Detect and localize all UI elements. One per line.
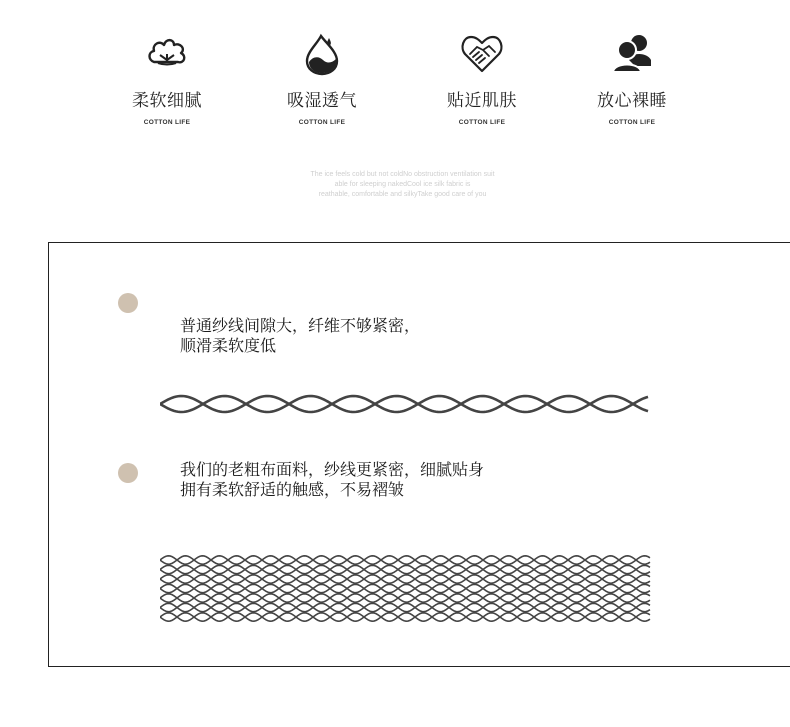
feature-soft <box>92 30 242 126</box>
handshake-heart-icon <box>459 30 505 76</box>
feature-subtitle: COTTON LIFE <box>458 119 506 126</box>
feature-sleep <box>557 30 707 126</box>
people-icon <box>609 30 655 76</box>
feature-title: 贴近肌肤 <box>447 91 517 111</box>
comparison-text-ours <box>180 460 484 500</box>
feature-title: 吸湿透气 <box>287 91 357 111</box>
feature-row <box>0 0 790 160</box>
description-line: able for sleeping nakedCool ice silk fabric is <box>334 181 471 188</box>
dense-weave-illustration <box>160 553 652 625</box>
description-text <box>270 170 535 200</box>
comparison-line: 我们的老粗布面料，纱线更紧密，细腻贴身 <box>180 460 485 479</box>
bullet-dot <box>118 293 138 313</box>
bullet-dot <box>118 463 138 483</box>
water-drop-icon <box>299 30 345 76</box>
loose-weave-illustration <box>160 390 650 418</box>
feature-breathable <box>247 30 397 126</box>
feature-subtitle: COTTON LIFE <box>608 119 656 126</box>
comparison-line: 顺滑柔软度低 <box>180 336 277 355</box>
description-line: The ice feels cold but not coldNo obstruction ventilation suit <box>310 171 495 178</box>
description-line: reathable, comfortable and silkyTake good care of you <box>318 191 487 198</box>
cotton-icon <box>144 30 190 76</box>
feature-skin <box>407 30 557 126</box>
feature-title: 放心裸睡 <box>597 91 667 111</box>
feature-title: 柔软细腻 <box>132 91 202 111</box>
comparison-text-ordinary <box>180 316 420 356</box>
comparison-line: 拥有柔软舒适的触感，不易褶皱 <box>180 480 405 499</box>
feature-subtitle: COTTON LIFE <box>298 119 346 126</box>
feature-subtitle: COTTON LIFE <box>143 119 191 126</box>
comparison-line: 普通纱线间隙大，纤维不够紧密， <box>180 316 421 335</box>
